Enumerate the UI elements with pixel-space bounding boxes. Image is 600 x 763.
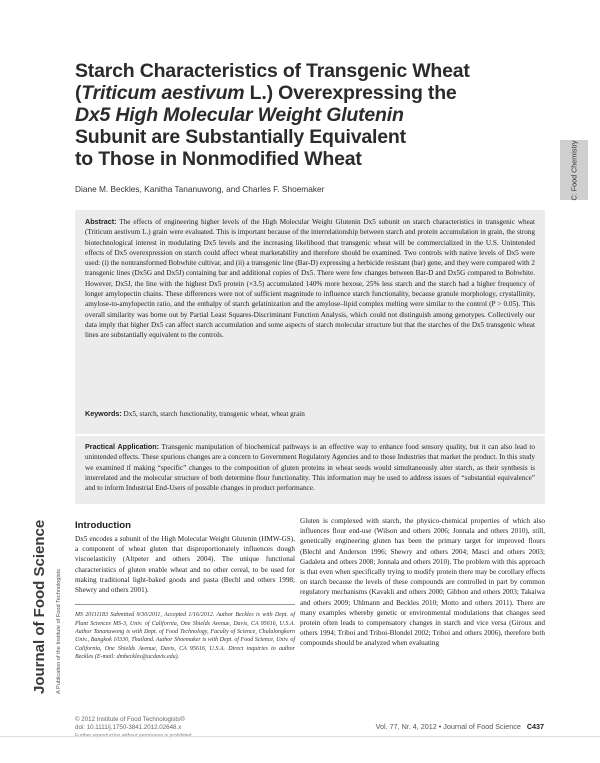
introduction-heading: Introduction xyxy=(75,520,131,531)
practical-application-paragraph xyxy=(85,442,535,493)
practical-application-box xyxy=(75,436,545,504)
title-line-1: Starch Characteristics of Transgenic Wheat xyxy=(75,60,470,82)
title-gene: Dx5 High Molecular Weight Glutenin xyxy=(75,104,404,126)
section-tab xyxy=(560,140,588,200)
title-line-5: to Those in Nonmodified Wheat xyxy=(75,148,362,170)
abstract-box xyxy=(75,210,545,434)
practical-application-label: Practical Application: xyxy=(85,442,160,451)
title-line-4: Subunit are Substantially Equivalent xyxy=(75,126,406,148)
journal-citation: Vol. 77, Nr. 4, 2012 • Journal of Food Science xyxy=(375,722,521,731)
title-line-3 xyxy=(75,104,535,126)
author-list: Diane M. Beckles, Kanitha Tananuwong, and Charles F. Shoemaker xyxy=(75,184,325,194)
section-tab-label: C: Food Chemistry xyxy=(569,140,579,200)
journal-logo-tagline: A Publication of the Institute of Food Technologists xyxy=(56,569,62,694)
abstract-text: The effects of engineering higher levels of the High Molecular Weight Glutenin Dx5 subunit on starch characteristics in transgenic wheat (Triticum aestivum L.) grain were evaluated. This is important because of the interrelationship between starch and protein accumulation in grain, the strong biotechnological interest in modulating Dx5 levels and the increasing likelihood that transgenic wheat will be commercialized in the U.S. Unintended effects of Dx5 overexpression on starch could affect wheat marketability and therefore should be examined. Two controls with native levels of Dx5 were used: (i) the nontransformed Bobwhite cultivar, and (ii) a transgenic line (Bar-D) expressing a herbicide resistant (bar) gene, and they were compared with 2 transgenic lines (Dx5G and Dx5J) containing bar and additional copies of Dx5. There were few changes between Bar-D and Dx5G compared to Bobwhite. However, Dx5J, the line with the highest Dx5 protein (×3.5) accumulated 140% more hexose, 25% less starch and the starch had a higher frequency of longer amylopectin chains. These differences were not of sufficient magnitude to influence starch functionality, because granule morphology, crystallinity, amylose-to-amylopectin ratio, and the enthalpy of starch gelatinization and the amylose–lipid complex melting were similar to the control (P > 0.05). This overall similarity was borne out by Partial Least Squares-Discriminant Function Analysis, which could not distinguish among genotypes. Collectively our data imply that higher Dx5 can affect starch accumulation and some aspects of starch molecular structure but that the starches of the Dx5 transgenic wheat lines are substantially equivalent to the controls. xyxy=(85,218,535,340)
keywords-text: Dx5, starch, starch functionality, transgenic wheat, wheat grain xyxy=(123,410,305,418)
title-species: Triticum aestivum xyxy=(81,82,245,104)
introduction-right-text: Gluten is complexed with starch, the physico-chemical properties of which also influences flour end-use (Wilson and others 2006; Jonnala and others 2010), still, genetically engineering gluten has been the primary target for improved flours (Blechl and Anderson 1996; Shewry and others 2004; Masci and others 2003; Gadaleta and others 2008; Jonnala and others 2010). The problem with this approach is that even when specifically trying to modify protein there may be corollary effects on starch because the levels of these compounds are controlled in part by common regulatory mechanisms (Kavakli and others 2000; Gibbon and others 2003; Takaiwa and others 2009; Uhlmann and Beckles 2010; Motto and others 2011). There are many examples whereby genetic or environmental modulations that changes seed protein often leads to compensatory changes in starch and vice versa (Giroux and others 1994; Triboi and Triboi-Blondel 2002; Triboi and others 2006), therefore both compounds should be analyzed when evaluating xyxy=(300,517,545,648)
title-line-2-pre: ( xyxy=(75,82,82,104)
doi-line: doi: 10.1111/j.1750-3841.2012.02648.x xyxy=(75,724,182,731)
journal-logo-name: Journal of Food Science xyxy=(31,519,48,694)
article-title xyxy=(75,60,535,170)
copyright-line: © 2012 Institute of Food Technologists® xyxy=(75,716,185,723)
keywords-line xyxy=(85,409,305,418)
right-column xyxy=(300,516,545,649)
page-footer xyxy=(376,722,544,731)
page-number: C437 xyxy=(526,722,544,731)
journal-logo xyxy=(24,500,64,696)
bottom-divider xyxy=(0,736,600,737)
keywords-label: Keywords: xyxy=(85,409,122,418)
title-line-2-post: L.) Overexpressing the xyxy=(244,82,457,104)
left-column xyxy=(75,516,295,662)
footnote-divider xyxy=(75,604,295,605)
introduction-left-text: Dx5 encodes a subunit of the High Molecular Weight Glutenin (HMW-GS), a component of wheat gluten that disproportionately influences dough viscoelasticity (Altpeter and others 2004). The unique functional characteristics of gluten enable wheat and no other cereal, to be used for making traditional light-baked goods and pasta (Bechl and others 1998; Shewry and others 2001). xyxy=(75,535,295,595)
practical-application-text: Transgenic manipulation of biochemical pathways is an effective way to enhance food sensory quality, but it can also lead to unintended effects. These spurious changes are a concern to Government Regulatory Agencies and to those Industries that market the product. In this study we examined if making “specific” changes to the composition of gluten proteins in wheat seeds would simultaneously alter starch, as their synthesis is interrelated and the molecular structure of both determine flour functionality. This information may be used to address issues of “substantial equivalence” and to inform Industrial End-Users of possible changes in product performance. xyxy=(85,443,535,493)
abstract-label: Abstract: xyxy=(85,217,117,226)
title-line-2 xyxy=(75,82,535,104)
journal-logo-graphic xyxy=(24,500,64,696)
abstract-paragraph xyxy=(85,217,535,341)
footnote-text: MS 20111183 Submitted 9/30/2011, Accepted 1/16/2012. Author Beckles is with Dept. of Plant Sciences MS-3, Univ. of California, One Shields Avenue, Davis, CA 95616, U.S.A. Author Tananuwong is with Dept. of Food Technology, Faculty of Science, Chulalongkorn Univ., Bangkok 10330, Thailand. Author Shoemaker is with Dept. of Food Science, Univ. of California, One Shields Avenue, Davis, CA 95616, U.S.A. Direct inquiries to author Beckles (E-mail: dmbeckles@ucdavis.edu). xyxy=(75,612,295,661)
